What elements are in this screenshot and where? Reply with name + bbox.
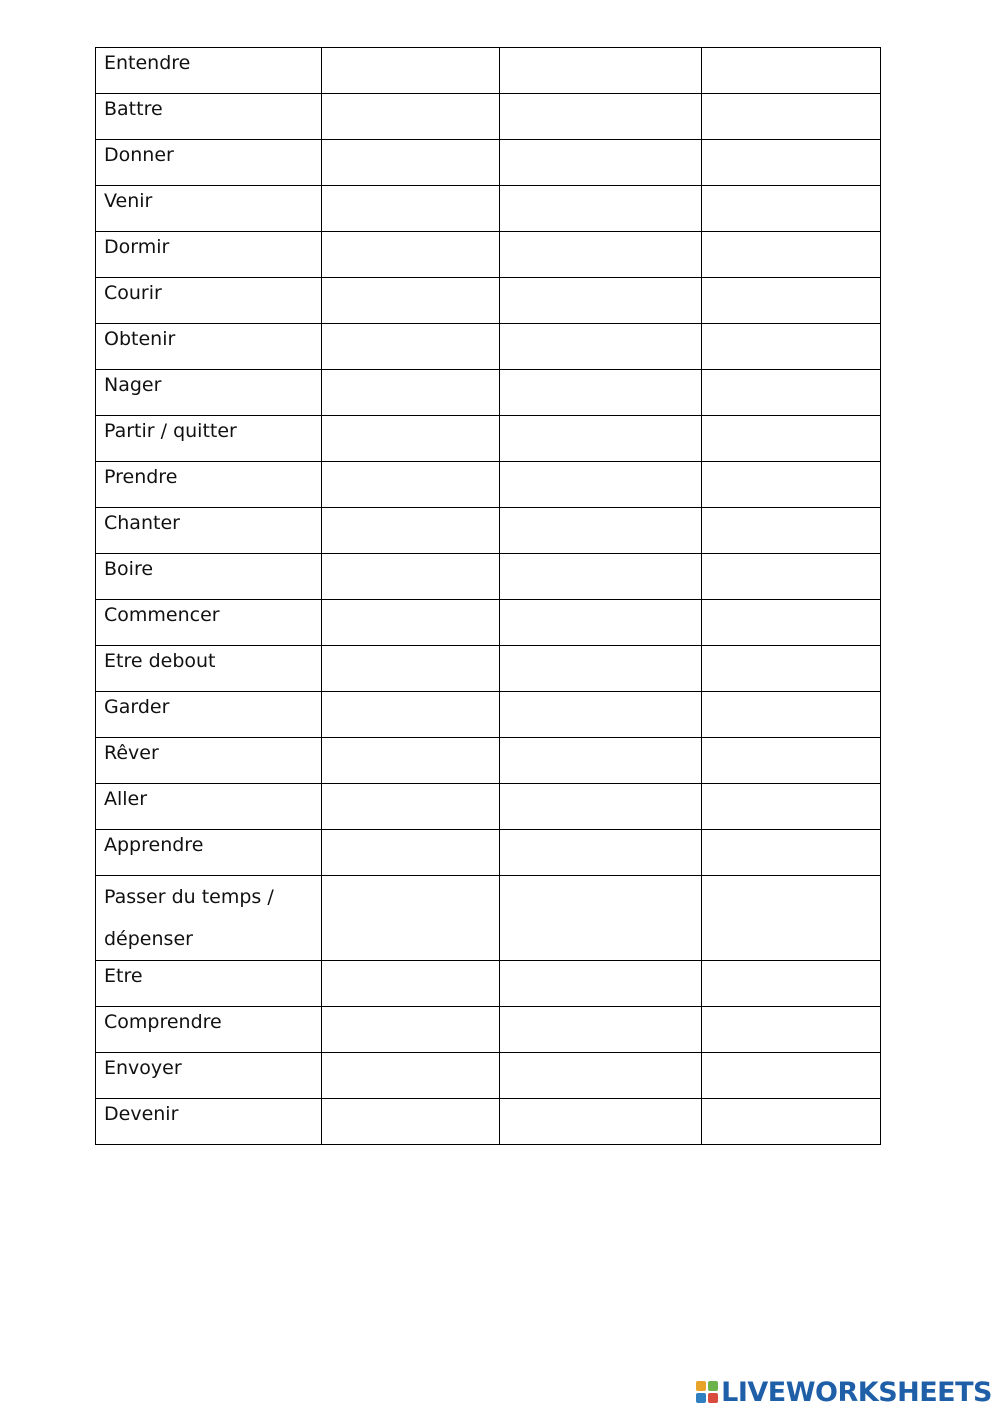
answer-cell[interactable] bbox=[322, 600, 500, 646]
table-row bbox=[96, 48, 881, 94]
answer-cell[interactable] bbox=[322, 692, 500, 738]
answer-cell[interactable] bbox=[322, 232, 500, 278]
verb-cell bbox=[96, 140, 322, 186]
answer-cell[interactable] bbox=[702, 370, 881, 416]
verb-label: Partir / quitter bbox=[104, 420, 237, 442]
logo-tile bbox=[708, 1393, 718, 1403]
answer-cell[interactable] bbox=[322, 94, 500, 140]
answer-cell[interactable] bbox=[702, 140, 881, 186]
answer-cell[interactable] bbox=[702, 784, 881, 830]
table-row bbox=[96, 508, 881, 554]
verb-label: Obtenir bbox=[104, 328, 176, 350]
table-row bbox=[96, 830, 881, 876]
table-row bbox=[96, 416, 881, 462]
verb-cell bbox=[96, 94, 322, 140]
answer-cell[interactable] bbox=[500, 554, 702, 600]
table-row bbox=[96, 961, 881, 1007]
answer-cell[interactable] bbox=[702, 600, 881, 646]
verb-cell bbox=[96, 232, 322, 278]
liveworksheets-logo bbox=[696, 1377, 992, 1407]
answer-cell[interactable] bbox=[500, 961, 702, 1007]
verb-label: Rêver bbox=[104, 742, 159, 764]
answer-cell[interactable] bbox=[702, 232, 881, 278]
answer-cell[interactable] bbox=[500, 48, 702, 94]
answer-cell[interactable] bbox=[702, 692, 881, 738]
logo-text: LIVEWORKSHEETS bbox=[721, 1376, 992, 1408]
answer-cell[interactable] bbox=[500, 784, 702, 830]
answer-cell[interactable] bbox=[322, 186, 500, 232]
verb-label: Garder bbox=[104, 696, 170, 718]
verb-cell bbox=[96, 830, 322, 876]
verb-worksheet-table bbox=[95, 47, 881, 1145]
answer-cell[interactable] bbox=[322, 738, 500, 784]
logo-tile bbox=[696, 1393, 706, 1403]
answer-cell[interactable] bbox=[500, 232, 702, 278]
answer-cell[interactable] bbox=[322, 554, 500, 600]
answer-cell[interactable] bbox=[322, 140, 500, 186]
answer-cell[interactable] bbox=[702, 1007, 881, 1053]
verb-label: Passer du temps / dépenser bbox=[104, 886, 274, 950]
answer-cell[interactable] bbox=[500, 94, 702, 140]
table-row bbox=[96, 324, 881, 370]
table-row bbox=[96, 738, 881, 784]
answer-cell[interactable] bbox=[500, 508, 702, 554]
table-row bbox=[96, 876, 881, 961]
answer-cell[interactable] bbox=[702, 876, 881, 961]
answer-cell[interactable] bbox=[500, 140, 702, 186]
verb-label: Dormir bbox=[104, 236, 170, 258]
table-row bbox=[96, 554, 881, 600]
answer-cell[interactable] bbox=[500, 1099, 702, 1145]
verb-label: Envoyer bbox=[104, 1057, 182, 1079]
verb-label: Apprendre bbox=[104, 834, 204, 856]
verb-cell bbox=[96, 186, 322, 232]
verb-cell bbox=[96, 554, 322, 600]
answer-cell[interactable] bbox=[322, 961, 500, 1007]
answer-cell[interactable] bbox=[702, 94, 881, 140]
answer-cell[interactable] bbox=[702, 416, 881, 462]
answer-cell[interactable] bbox=[702, 554, 881, 600]
verb-cell bbox=[96, 278, 322, 324]
answer-cell[interactable] bbox=[702, 186, 881, 232]
answer-cell[interactable] bbox=[500, 646, 702, 692]
answer-cell[interactable] bbox=[322, 278, 500, 324]
answer-cell[interactable] bbox=[702, 278, 881, 324]
verb-cell bbox=[96, 324, 322, 370]
answer-cell[interactable] bbox=[500, 1053, 702, 1099]
verb-cell bbox=[96, 600, 322, 646]
verb-cell bbox=[96, 370, 322, 416]
verb-cell bbox=[96, 416, 322, 462]
answer-cell[interactable] bbox=[702, 646, 881, 692]
answer-cell[interactable] bbox=[500, 1007, 702, 1053]
logo-tile bbox=[696, 1381, 706, 1391]
verb-label: Aller bbox=[104, 788, 148, 810]
answer-cell[interactable] bbox=[322, 1099, 500, 1145]
answer-cell[interactable] bbox=[500, 830, 702, 876]
answer-cell[interactable] bbox=[322, 784, 500, 830]
answer-cell[interactable] bbox=[322, 370, 500, 416]
verb-label: Venir bbox=[104, 190, 153, 212]
verb-cell bbox=[96, 48, 322, 94]
verb-cell bbox=[96, 738, 322, 784]
verb-label: Etre debout bbox=[104, 650, 216, 672]
answer-cell[interactable] bbox=[702, 462, 881, 508]
table-row bbox=[96, 1099, 881, 1145]
answer-cell[interactable] bbox=[500, 738, 702, 784]
table-row bbox=[96, 692, 881, 738]
answer-cell[interactable] bbox=[500, 462, 702, 508]
answer-cell[interactable] bbox=[500, 692, 702, 738]
table-row bbox=[96, 140, 881, 186]
answer-cell[interactable] bbox=[500, 416, 702, 462]
verb-label: Boire bbox=[104, 558, 154, 580]
logo-tile bbox=[708, 1381, 718, 1391]
verb-label: Entendre bbox=[104, 52, 191, 74]
answer-cell[interactable] bbox=[500, 600, 702, 646]
answer-cell[interactable] bbox=[322, 646, 500, 692]
answer-cell[interactable] bbox=[322, 830, 500, 876]
table-row bbox=[96, 646, 881, 692]
verb-label: Courir bbox=[104, 282, 162, 304]
answer-cell[interactable] bbox=[702, 738, 881, 784]
verb-label: Etre bbox=[104, 965, 143, 987]
verb-label: Donner bbox=[104, 144, 174, 166]
answer-cell[interactable] bbox=[702, 830, 881, 876]
verb-label: Battre bbox=[104, 98, 163, 120]
answer-cell[interactable] bbox=[322, 1007, 500, 1053]
answer-cell[interactable] bbox=[500, 278, 702, 324]
verb-cell bbox=[96, 1099, 322, 1145]
table-row bbox=[96, 186, 881, 232]
verb-label: Prendre bbox=[104, 466, 178, 488]
verb-label: Devenir bbox=[104, 1103, 179, 1125]
logo-tiles-icon bbox=[696, 1381, 718, 1403]
verb-cell bbox=[96, 646, 322, 692]
table-row bbox=[96, 784, 881, 830]
table-row bbox=[96, 94, 881, 140]
answer-cell[interactable] bbox=[702, 324, 881, 370]
verb-cell bbox=[96, 692, 322, 738]
verb-cell bbox=[96, 784, 322, 830]
verb-label: Commencer bbox=[104, 604, 220, 626]
table-row bbox=[96, 1053, 881, 1099]
verb-cell bbox=[96, 876, 322, 961]
answer-cell[interactable] bbox=[500, 324, 702, 370]
table-row bbox=[96, 370, 881, 416]
verb-cell bbox=[96, 462, 322, 508]
verb-label: Nager bbox=[104, 374, 162, 396]
answer-cell[interactable] bbox=[322, 508, 500, 554]
answer-cell[interactable] bbox=[322, 416, 500, 462]
table-row bbox=[96, 232, 881, 278]
answer-cell[interactable] bbox=[702, 48, 881, 94]
answer-cell[interactable] bbox=[500, 370, 702, 416]
answer-cell[interactable] bbox=[500, 876, 702, 961]
verb-label: Chanter bbox=[104, 512, 180, 534]
table-row bbox=[96, 278, 881, 324]
answer-cell[interactable] bbox=[702, 1099, 881, 1145]
table-row bbox=[96, 462, 881, 508]
answer-cell[interactable] bbox=[322, 1053, 500, 1099]
verb-cell bbox=[96, 1053, 322, 1099]
table-row bbox=[96, 600, 881, 646]
answer-cell[interactable] bbox=[322, 324, 500, 370]
verb-label: Comprendre bbox=[104, 1011, 222, 1033]
answer-cell[interactable] bbox=[322, 48, 500, 94]
answer-cell[interactable] bbox=[500, 186, 702, 232]
worksheet-body bbox=[96, 48, 881, 1145]
verb-cell bbox=[96, 508, 322, 554]
answer-cell[interactable] bbox=[702, 1053, 881, 1099]
answer-cell[interactable] bbox=[702, 961, 881, 1007]
answer-cell[interactable] bbox=[322, 876, 500, 961]
verb-cell bbox=[96, 961, 322, 1007]
answer-cell[interactable] bbox=[322, 462, 500, 508]
answer-cell[interactable] bbox=[702, 508, 881, 554]
table-row bbox=[96, 1007, 881, 1053]
verb-cell bbox=[96, 1007, 322, 1053]
